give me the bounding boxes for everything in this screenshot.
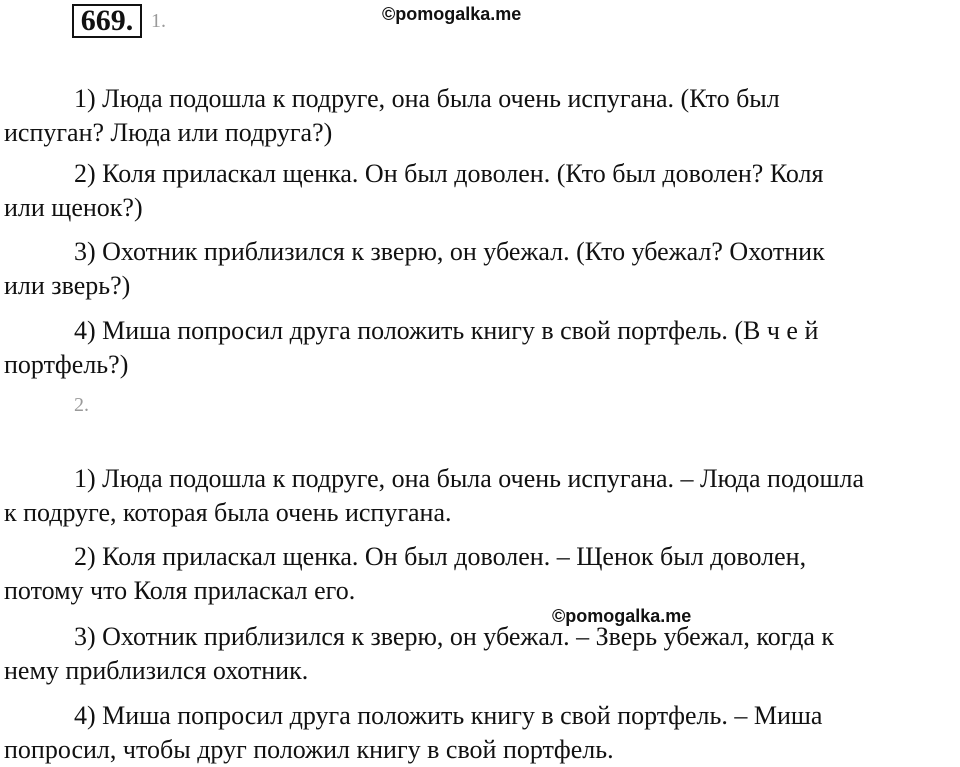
line: или щенок?) (4, 193, 143, 222)
line: 4) Миша попросил друга положить книгу в свой портфель. (В ч е й (74, 316, 819, 345)
task-2-label: 2. (74, 394, 89, 416)
line: 1) Люда подошла к подруге, она была очень испугана. (Кто был (74, 84, 780, 113)
task-2-item-2 (4, 540, 952, 608)
line: попросил, чтобы друг положил книгу в свой портфель. (4, 735, 614, 764)
line: портфель?) (4, 350, 129, 379)
line: 2) Коля приласкал щенка. Он был доволен. (Кто был доволен? Коля (74, 159, 824, 188)
line: 1) Люда подошла к подруге, она была очень испугана. – Люда подошла (74, 464, 864, 493)
exercise-number: 669. (72, 4, 142, 38)
task-2-item-4 (4, 699, 952, 767)
task-1-item-2 (4, 157, 952, 225)
task-1-item-1 (4, 82, 952, 150)
line: 3) Охотник приблизился к зверю, он убежал. (Кто убежал? Охотник (74, 237, 825, 266)
task-2-item-3 (4, 620, 952, 688)
task-2-item-1 (4, 462, 952, 530)
line: нему приблизился охотник. (4, 656, 309, 685)
line: 4) Миша попросил друга положить книгу в свой портфель. – Миша (74, 701, 823, 730)
watermark-top: ©pomogalka.me (382, 4, 522, 24)
task-1-item-4 (4, 314, 952, 382)
line: или зверь?) (4, 271, 131, 300)
watermark-middle: ©pomogalka.me (552, 606, 692, 626)
line: 3) Охотник приблизился к зверю, он убежал. – Зверь убежал, когда к (74, 622, 834, 651)
line: 2) Коля приласкал щенка. Он был доволен. – Щенок был доволен, (74, 542, 807, 571)
task-1-item-3 (4, 235, 952, 303)
line: испуган? Люда или подруга?) (4, 118, 333, 147)
line: потому что Коля приласкал его. (4, 576, 356, 605)
task-1-label: 1. (151, 10, 166, 32)
line: к подруге, которая была очень испугана. (4, 498, 452, 527)
